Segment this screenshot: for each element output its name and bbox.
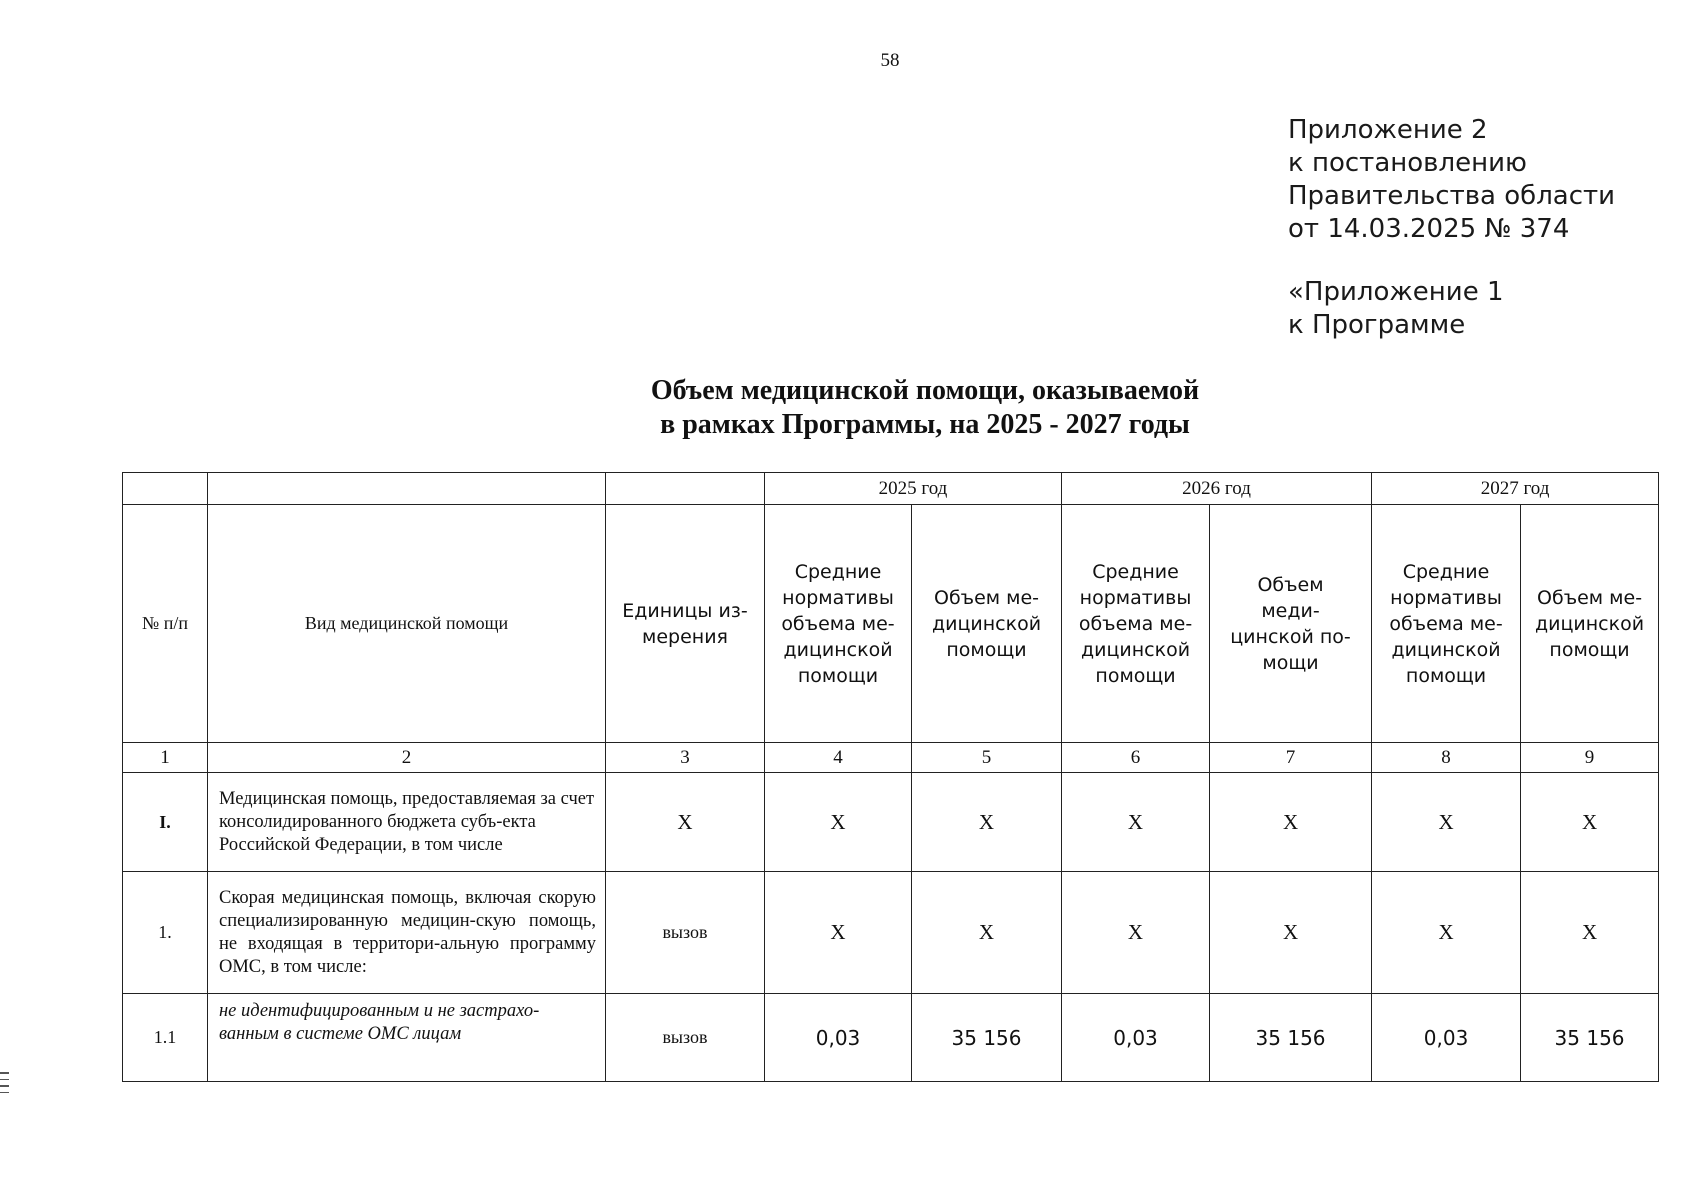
header-volume-text: Объем ме-дицинской помощи	[931, 586, 1042, 661]
table-row	[123, 773, 1659, 872]
appendix-block	[1288, 114, 1615, 342]
row-value: 0,03	[765, 994, 912, 1082]
table-row	[123, 994, 1659, 1082]
row-desc: не идентифицированным и не застрахо-ванным в системе ОМС лицам	[208, 994, 606, 1082]
column-header-row	[123, 505, 1659, 743]
year-header-row	[123, 473, 1659, 505]
appendix-line: от 14.03.2025 № 374	[1288, 214, 1570, 244]
row-value: X	[1521, 773, 1659, 872]
column-number: 5	[912, 743, 1062, 773]
appendix-line: «Приложение 1	[1288, 277, 1504, 307]
header-norm-text: Средние нормативы объема ме-дицинской помощи	[1389, 560, 1503, 687]
column-number-row	[123, 743, 1659, 773]
column-number: 8	[1372, 743, 1521, 773]
appendix-line: Правительства области	[1288, 181, 1616, 211]
column-number: 7	[1210, 743, 1372, 773]
page-number: 58	[880, 50, 900, 71]
header-norm-2026	[1062, 505, 1210, 743]
row-value: X	[1062, 872, 1210, 994]
appendix-line: Приложение 2	[1288, 115, 1488, 145]
row-value: X	[1372, 872, 1521, 994]
year-header: 2025 год	[765, 473, 1062, 505]
column-number: 2	[208, 743, 606, 773]
row-value: 35 156	[1521, 994, 1659, 1082]
header-volume-text: Объем ме-дицинской помощи	[1534, 586, 1645, 661]
row-value: X	[912, 773, 1062, 872]
header-volume-text: Объем меди-цинской по-мощи	[1230, 573, 1351, 674]
header-volume-2025	[912, 505, 1062, 743]
row-value: 35 156	[912, 994, 1062, 1082]
row-value: X	[1372, 773, 1521, 872]
header-norm-text: Средние нормативы объема ме-дицинской помощи	[781, 560, 895, 687]
scan-margin-marks	[0, 1072, 9, 1098]
document-title	[560, 374, 1290, 442]
row-num: I.	[123, 773, 208, 872]
header-type: Вид медицинской помощи	[208, 505, 606, 743]
header-norm-2025	[765, 505, 912, 743]
header-volume-2027	[1521, 505, 1659, 743]
column-number: 9	[1521, 743, 1659, 773]
header-volume-2026	[1210, 505, 1372, 743]
year-header: 2027 год	[1372, 473, 1659, 505]
appendix-line: к Программе	[1288, 310, 1466, 340]
column-number: 4	[765, 743, 912, 773]
header-unit	[606, 505, 765, 743]
row-value: X	[1210, 773, 1372, 872]
row-value: X	[765, 773, 912, 872]
row-num: 1.	[123, 872, 208, 994]
row-unit: вызов	[606, 872, 765, 994]
appendix-line: к постановлению	[1288, 148, 1527, 178]
column-number: 1	[123, 743, 208, 773]
title-line: в рамках Программы, на 2025 - 2027 годы	[660, 409, 1190, 440]
row-desc: Медицинская помощь, предоставляемая за счет консолидированного бюджета субъ-екта Российской Федерации, в том числе	[208, 773, 606, 872]
header-unit-text: Единицы из-мерения	[622, 599, 748, 648]
year-header: 2026 год	[1062, 473, 1372, 505]
header-norm-text: Средние нормативы объема ме-дицинской помощи	[1078, 560, 1193, 687]
row-value: X	[1521, 872, 1659, 994]
volume-table	[122, 472, 1659, 1082]
row-value: X	[1062, 773, 1210, 872]
row-num: 1.1	[123, 994, 208, 1082]
row-value: 35 156	[1210, 994, 1372, 1082]
row-value: 0,03	[1372, 994, 1521, 1082]
column-number: 6	[1062, 743, 1210, 773]
row-unit: X	[606, 773, 765, 872]
row-value: 0,03	[1062, 994, 1210, 1082]
row-value: X	[1210, 872, 1372, 994]
table-row	[123, 872, 1659, 994]
header-num: № п/п	[123, 505, 208, 743]
row-value: X	[765, 872, 912, 994]
column-number: 3	[606, 743, 765, 773]
row-value: X	[912, 872, 1062, 994]
row-unit: вызов	[606, 994, 765, 1082]
row-desc: Скорая медицинская помощь, включая скорую специализированную медицин-скую помощь, не входящая в территори-альную программу ОМС, в том числе:	[208, 872, 606, 994]
title-line: Объем медицинской помощи, оказываемой	[650, 375, 1200, 406]
header-norm-2027	[1372, 505, 1521, 743]
